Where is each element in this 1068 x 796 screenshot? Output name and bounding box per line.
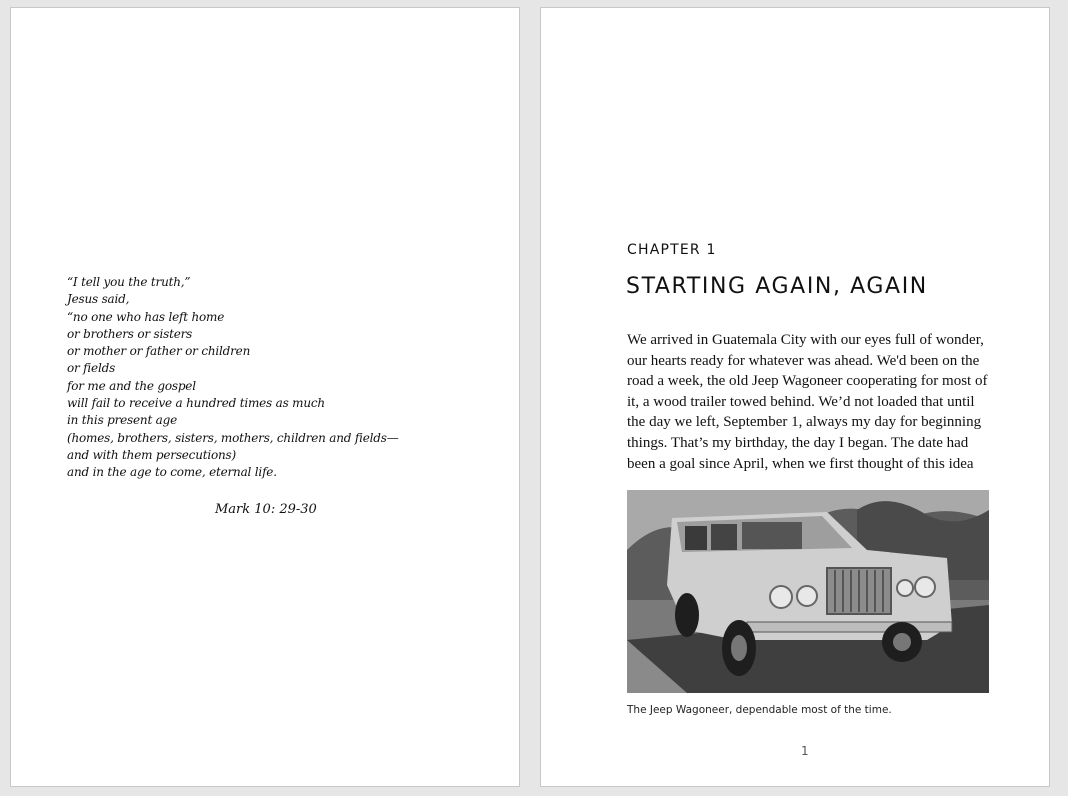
- epigraph-line: and in the age to come, eternal life.: [67, 465, 277, 480]
- body-line: the day we left, September 1, always my day for beginning: [627, 414, 982, 431]
- body-line: We arrived in Guatemala City with our eyes full of wonder,: [627, 332, 984, 348]
- epigraph-line: will fail to receive a hundred times as much: [67, 396, 325, 411]
- body-paragraph: [627, 330, 999, 474]
- epigraph-line: “I tell you the truth,”: [67, 275, 191, 289]
- left-page: [10, 7, 520, 787]
- epigraph-line: Jesus said,: [67, 292, 130, 307]
- chapter-title: STARTING AGAIN, AGAIN: [626, 274, 928, 299]
- epigraph-line: in this present age: [67, 413, 178, 428]
- scripture-citation: Mark 10: 29-30: [215, 502, 317, 517]
- body-line: it, a wood trailer towed behind. We’d not loaded that until: [627, 393, 975, 410]
- epigraph-line: or mother or father or children: [67, 344, 251, 359]
- right-page: [540, 7, 1050, 787]
- chapter-label: CHAPTER 1: [627, 242, 717, 258]
- body-line: our hearts ready for whatever was ahead. We'd been on the: [627, 352, 980, 369]
- body-line: been a goal since April, when we first thought of this idea: [627, 455, 974, 472]
- epigraph-line: or fields: [67, 361, 116, 376]
- photo-caption: The Jeep Wagoneer, dependable most of the time.: [627, 704, 892, 716]
- body-line: road a week, the old Jeep Wagoneer cooperating for most of: [627, 373, 988, 390]
- epigraph-line: “no one who has left home: [67, 309, 225, 324]
- epigraph-line: and with them persecutions): [67, 447, 236, 462]
- page-number: 1: [801, 744, 809, 758]
- epigraph-line: for me and the gospel: [67, 378, 196, 393]
- epigraph-line: (homes, brothers, sisters, mothers, children and fields—: [67, 430, 399, 445]
- epigraph-line: or brothers or sisters: [67, 326, 193, 341]
- jeep-illustration: [627, 490, 989, 693]
- jeep-photo: [627, 490, 989, 693]
- epigraph: [67, 274, 399, 482]
- body-line: things. That’s my birthday, the day I began. The date had: [627, 434, 969, 451]
